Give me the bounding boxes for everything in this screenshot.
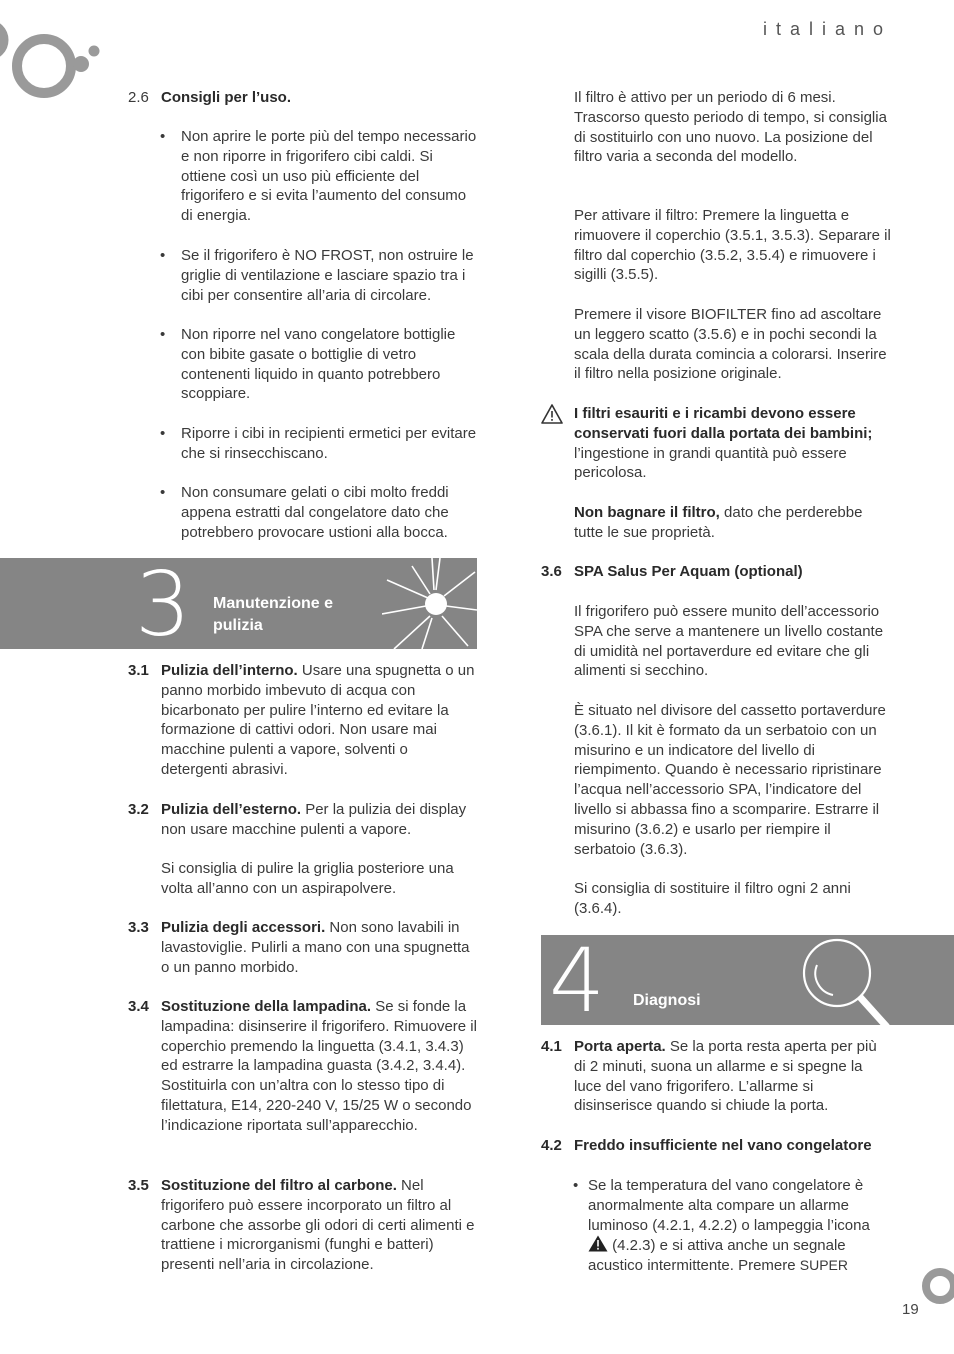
- list-item: • Se la temperatura del vano congelatore è anormalmente alta compare un allarme luminoso (4.2.1, 4.2.2) o lampeggia l’icona (4.2.3) e si attiva anche un segnale acustico intermittente. Premere SUPER: [541, 1176, 891, 1276]
- paragraph: Il frigorifero può essere munito dell’accessorio SPA che serve a mantenere un livello costante di umidità nel portaverdure ed evitare che gli alimenti si secchino.: [574, 603, 884, 680]
- chapter-number: 3: [135, 558, 191, 649]
- list-item: • Riporre i cibi in recipienti ermetici per evitare che si rinsecchiscano.: [160, 425, 477, 462]
- section-4-1: [541, 1037, 891, 1116]
- section-text: Per la pulizia dei display non usare macchine pulenti a vapore.: [161, 801, 467, 838]
- section-3-5: [128, 1176, 478, 1275]
- warning-triangle-icon: [541, 404, 563, 424]
- page-number: 19: [902, 1301, 919, 1318]
- section-title: Consigli per l’uso.: [161, 89, 292, 106]
- bullet-text: Non riporre nel vano congelatore bottiglie con bibite gasate o bottiglie di vetro contenenti liquido in quanto potrebbero scoppiare.: [181, 326, 456, 403]
- section-title: Pulizia degli accessori.: [161, 919, 326, 936]
- section-text: Usare una spugnetta o un panno morbido imbevuto di acqua con bicarbonato per pulire l’interno ed evitare la formazione di cattivi odori. Non usare mai macchine pulenti a vapore, solventi o detergenti abrasivi.: [161, 662, 475, 778]
- bullet-text: Riporre i cibi in recipienti ermetici per evitare che si rinsecchiscano.: [181, 425, 477, 462]
- bullet-text: Se la temperatura del vano congelatore è anormalmente alta compare un allarme luminoso (4.2.1, 4.2.2) o lampeggia l’icona (4.2.3) e si attiva anche un segnale acustico intermittente. Premere SUPER: [588, 1177, 870, 1275]
- section-title: Pulizia dell’esterno.: [161, 801, 302, 818]
- list-item: • Non riporre nel vano congelatore bottiglie con bibite gasate o bottiglie di vetro contenenti liquido in quanto potrebbero scoppiare.: [128, 325, 478, 404]
- section-title: Sostituzione della lampadina.: [161, 998, 372, 1015]
- section-text: Se si fonde la lampadina: disinserire il frigorifero. Rimuovere il coperchio premendo la linguetta (3.4.1, 3.4.3) ed estrarre la lampadina guasta (3.4.2, 3.4.4). Sostituirla con un’altra con lo stesso tipo di filettatura, E14, 220-240 V, 15/25 W o secondo l’indicazione riportata sull’apparecchio.: [161, 998, 477, 1134]
- section-3-2: [128, 800, 478, 840]
- section-3-4: [128, 997, 478, 1136]
- warning-text: l’ingestione in grandi quantità può essere pericolosa.: [574, 444, 847, 482]
- section-title: Porta aperta.: [574, 1038, 666, 1055]
- section-3-6: [541, 562, 891, 582]
- paragraph: Si consiglia di sostituire il filtro ogni 2 anni (3.6.4).: [574, 880, 851, 917]
- list-item: • Non consumare gelati o cibi molto freddi appena estratti dal congelatore dato che potrebbero provocare ustioni alla bocca.: [128, 483, 478, 542]
- ring-icon: [920, 1266, 954, 1306]
- sparkle-icon: [382, 558, 477, 649]
- section-title: SPA Salus Per Aquam (optional): [574, 563, 803, 580]
- section-number: 3.6: [541, 563, 562, 580]
- warning-note: [541, 404, 891, 483]
- magnifier-icon: [799, 935, 909, 1025]
- section-3-1: [128, 661, 478, 780]
- language-label: italiano: [762, 19, 892, 39]
- section-title: Pulizia dell’interno.: [161, 662, 298, 679]
- section-number: 4.1: [541, 1038, 562, 1055]
- section-title: Freddo insufficiente nel vano congelatore: [574, 1137, 872, 1154]
- section-number: 3.5: [128, 1177, 149, 1194]
- section-number: 3.3: [128, 919, 149, 936]
- paragraph: Si consiglia di pulire la griglia posteriore una volta all’anno con un aspirapolvere.: [161, 860, 454, 897]
- chapter-number: 4: [549, 935, 605, 1025]
- section-text: Non sono lavabili in lavastoviglie. Pulirli a mano con una spugnetta o un panno morbido.: [161, 919, 470, 976]
- chapter-title: Manutenzione e pulizia: [213, 595, 334, 634]
- section-title: Sostituzione del filtro al carbone.: [161, 1177, 397, 1194]
- section-text: Se la porta resta aperta per più di 2 minuti, suona un allarme e si spegne la luce del vano frigorifero. L’allarme si disinserisce quando si chiude la porta.: [574, 1038, 877, 1115]
- paragraph: Per attivare il filtro: Premere la linguetta e rimuovere il coperchio (3.5.1, 3.5.3). Separare il filtro dal coperchio (3.5.2, 3.5.4) e rimuovere i sigilli (3.5.5).: [574, 207, 891, 284]
- section-number: 3.4: [128, 998, 149, 1015]
- section-text: Nel frigorifero può essere incorporato un filtro al carbone che assorbe gli odori di certi alimenti e trattiene i microrganismi (funghi e batteri) presenti nell’aria in circolazione.: [161, 1177, 475, 1274]
- chapter-4-header: [541, 935, 954, 1025]
- paragraph: Premere il visore BIOFILTER fino ad ascoltare un leggero scatto (3.5.6) e in pochi secondi la scala della durata comincia a colorarsi. Inserire il filtro nella posizione originale.: [574, 306, 887, 383]
- list-item: • Se il frigorifero è NO FROST, non ostruire le griglie di ventilazione e lasciare spazio tra i cibi per consentire all’aria di circolare.: [128, 246, 478, 305]
- paragraph: Non bagnare il filtro, dato che perderebbe tutte le sue proprietà.: [574, 504, 863, 541]
- bullet-text: Non aprire le porte più del tempo necessario e non riporre in frigorifero cibi caldi. Si ottiene così un uso più efficiente del frigorifero e si evita l’aumento del consumo di energia.: [181, 128, 477, 225]
- bullet-text: Se il frigorifero è NO FROST, non ostruire le griglie di ventilazione e lasciare spazio tra i cibi per consentire all’aria di circolare.: [181, 247, 474, 304]
- warning-filled-icon: [588, 1235, 608, 1252]
- section-4-2: [541, 1136, 891, 1156]
- paragraph: È situato nel divisore del cassetto portaverdure (3.6.1). Il kit è formato da un serbatoio con un misurino e un indicatore del livello di riempimento. Quando è necessario ripristinare l’acqua nell’accessorio SPA, l’indicatore del livello si abbassa fino a scomparire. Estrarre il misurino (3.6.2) e usarlo per riempire il serbatoio (3.6.3).: [574, 702, 886, 858]
- warning-title: I filtri esauriti e i ricambi devono essere conservati fuori dalla portata dei bambini;: [574, 405, 873, 442]
- section-number: 2.6: [128, 89, 149, 106]
- chapter-title: Diagnosi: [633, 992, 701, 1009]
- section-number: 3.1: [128, 662, 149, 679]
- bullet-text: Non consumare gelati o cibi molto freddi appena estratti dal congelatore dato che potrebbero provocare ustioni alla bocca.: [181, 484, 449, 541]
- section-number: 3.2: [128, 801, 149, 818]
- section-2-6: [128, 88, 478, 108]
- chapter-3-header: [0, 558, 477, 649]
- paragraph: Il filtro è attivo per un periodo di 6 mesi. Trascorso questo periodo di tempo, si consiglia di sostituirlo con uno nuovo. La posizione del filtro varia a seconda del modello.: [574, 89, 887, 166]
- brand-circles-logo: [0, 22, 108, 104]
- section-3-3: [128, 918, 478, 977]
- section-number: 4.2: [541, 1137, 562, 1154]
- list-item: • Non aprire le porte più del tempo necessario e non riporre in frigorifero cibi caldi. Si ottiene così un uso più efficiente del frigorifero e si evita l’aumento del consumo di energia.: [160, 128, 477, 225]
